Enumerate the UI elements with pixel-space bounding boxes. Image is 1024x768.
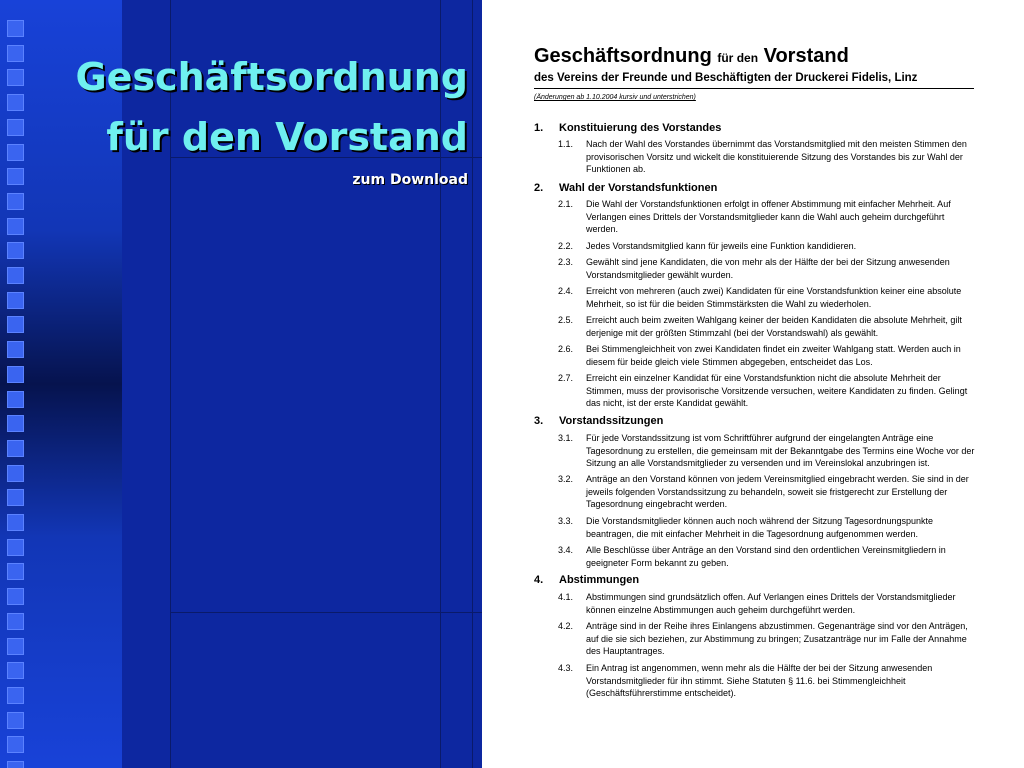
- section-heading: [534, 122, 721, 134]
- item-number: 3.3.: [558, 516, 574, 526]
- decorative-square: [7, 638, 24, 655]
- decorative-square: [7, 489, 24, 506]
- item-text: Bei Stimmengleichheit von zwei Kandidaten findet ein zweiter Wahlgang statt. Werden auch in diesem für beide gleich viele Stimmen abgegeben, entscheidet das Los.: [586, 344, 961, 367]
- item-text: Erreicht ein einzelner Kandidat für eine Vorstandsfunktion nicht die absolute Mehrheit der Stimmen, muss der provisorische Vorsitzende versuchen, weitere Kandidaten zu finden. Gelingt das nicht, ist der erste Kandidat gewählt.: [586, 373, 968, 408]
- item-number: 2.5.: [558, 315, 574, 325]
- decorative-square: [7, 712, 24, 729]
- slide-title-line-1: Geschäftsordnung: [75, 55, 468, 99]
- decorative-square: [7, 761, 24, 768]
- decorative-square: [7, 69, 24, 86]
- item-text: Nach der Wahl des Vorstandes übernimmt das Vorstandsmitglied mit den meisten Stimmen den provisorischen Vorsitz und wickelt die konstituierende Sitzung des Vorstandes bis zur Wahl der Funktionen ab.: [586, 139, 967, 174]
- section-number: 1.: [534, 122, 544, 134]
- item-number: 2.7.: [558, 373, 574, 383]
- item-text: Abstimmungen sind grundsätzlich offen. Auf Verlangen eines Drittels der Vorstandsmitglieder können einzelne Abstimmungen auch geheim durchgeführt werden.: [586, 592, 956, 615]
- title-rule: [534, 88, 974, 89]
- decorative-square: [7, 193, 24, 210]
- item-text: Anträge an den Vorstand können von jedem Vereinsmitglied eingebracht werden. Sie sind in der jeweils folgenden Vorstandssitzung zu behandeln, soweit sie fristgerecht zur Erstellung der Tagesordnung eingebracht werden.: [586, 474, 969, 509]
- document-title-main: Geschäftsordnung: [534, 45, 712, 67]
- document-note: (Änderungen ab 1.10.2004 kursiv und unterstrichen): [534, 94, 696, 101]
- item-text: Anträge sind in der Reihe ihres Einlangens abzustimmen. Gegenanträge sind vor den Anträgen, auf die sie sich beziehen, zur Abstimmung zu bringen; Zusatzanträge nur im Falle der Annahme des Hauptantrages.: [586, 621, 968, 656]
- section-number: 2.: [534, 182, 544, 194]
- item-text: Die Wahl der Vorstandsfunktionen erfolgt in offener Abstimmung mit einfacher Mehrheit. Auf Verlangen eines Drittels der Vorstandsmitglieder kann die Wahl auch geheim durchgeführt werden.: [586, 199, 951, 234]
- guide-line: [472, 0, 473, 768]
- document-title-end: Vorstand: [763, 45, 849, 67]
- decorative-square: [7, 292, 24, 309]
- decorative-square-strip: [0, 0, 122, 768]
- decorative-square: [7, 391, 24, 408]
- item-text: Ein Antrag ist angenommen, wenn mehr als die Hälfte der bei der Sitzung anwesenden Vorstandsmitglieder für ihn stimmt. Siehe Statuten § 11.6. bei Stimmengleichheit (Geschäftsführerstimme entscheidet).: [586, 663, 933, 698]
- section-title: Abstimmungen: [559, 574, 640, 586]
- item-text: Erreicht auch beim zweiten Wahlgang keiner der beiden Kandidaten die absolute Mehrheit, gilt derjenige mit der größten Stimmzahl (bei der Vorstandswahl) als gewählt.: [586, 315, 962, 338]
- section-number: 3.: [534, 415, 544, 427]
- item-number: 2.6.: [558, 344, 574, 354]
- decorative-square: [7, 242, 24, 259]
- item-number: 2.3.: [558, 257, 574, 267]
- slide-left-panel: [0, 0, 482, 768]
- decorative-square: [7, 662, 24, 679]
- decorative-square: [7, 119, 24, 136]
- item-text: Die Vorstandsmitglieder können auch noch während der Sitzung Tagesordnungspunkte beantragen, die mit einfacher Mehrheit in die Tagesordnung aufgenommen werden.: [586, 516, 934, 539]
- decorative-square: [7, 539, 24, 556]
- decorative-square: [7, 687, 24, 704]
- item-text: Für jede Vorstandssitzung ist vom Schriftführer aufgrund der eingelangten Anträge eine Tagesordnung zu erstellen, die gemeinsam mit der Bekanntgabe des Termins eine Woche vor der Sitzung an alle Vorstandsmitglieder zu versenden und im Vereinslokal anzubringen ist.: [586, 433, 975, 468]
- decorative-square: [7, 144, 24, 161]
- item-number: 2.4.: [558, 286, 574, 296]
- decorative-square: [7, 218, 24, 235]
- item-number: 4.1.: [558, 592, 574, 602]
- item-text: Gewählt sind jene Kandidaten, die von mehr als der Hälfte der bei der Sitzung anwesenden Vorstandsmitglieder gewählt wurden.: [586, 257, 950, 280]
- item-text: Jedes Vorstandsmitglied kann für jeweils eine Funktion kandidieren.: [586, 241, 857, 251]
- section-heading: [534, 415, 663, 427]
- decorative-square: [7, 168, 24, 185]
- item-number: 4.3.: [558, 663, 574, 673]
- download-link[interactable]: zum Download: [352, 172, 468, 188]
- document-title-small: für den: [717, 51, 759, 65]
- item-text: Alle Beschlüsse über Anträge an den Vorstand sind den ordentlichen Vereinsmitgliedern in geeigneter Form bekannt zu geben.: [586, 545, 946, 568]
- decorative-square: [7, 366, 24, 383]
- decorative-square: [7, 267, 24, 284]
- item-number: 3.2.: [558, 474, 574, 484]
- guide-line: [170, 612, 482, 613]
- decorative-square: [7, 588, 24, 605]
- decorative-square: [7, 20, 24, 37]
- document-title: [534, 45, 849, 68]
- section-title: Wahl der Vorstandsfunktionen: [559, 182, 718, 194]
- section-heading: [534, 574, 639, 586]
- document-preview: [482, 0, 1024, 768]
- decorative-square: [7, 415, 24, 432]
- item-number: 3.4.: [558, 545, 574, 555]
- item-number: 2.1.: [558, 199, 574, 209]
- decorative-square: [7, 341, 24, 358]
- item-number: 1.1.: [558, 139, 574, 149]
- decorative-square: [7, 440, 24, 457]
- decorative-square: [7, 316, 24, 333]
- decorative-square: [7, 45, 24, 62]
- item-number: 2.2.: [558, 241, 574, 251]
- document-subtitle: des Vereins der Freunde und Beschäftigten der Druckerei Fidelis, Linz: [534, 72, 918, 84]
- decorative-square: [7, 514, 24, 531]
- section-heading: [534, 182, 717, 194]
- decorative-square: [7, 736, 24, 753]
- section-title: Vorstandssitzungen: [559, 415, 664, 427]
- decorative-square: [7, 465, 24, 482]
- decorative-square: [7, 613, 24, 630]
- section-number: 4.: [534, 574, 544, 586]
- slide-title-line-2: für den Vorstand: [106, 115, 468, 159]
- decorative-square: [7, 563, 24, 580]
- item-number: 4.2.: [558, 621, 574, 631]
- item-text: Erreicht von mehreren (auch zwei) Kandidaten für eine Vorstandsfunktion keiner eine absolute Mehrheit, so ist für die beiden Stimmstärksten die Wahl zu wiederholen.: [586, 286, 962, 309]
- item-number: 3.1.: [558, 433, 574, 443]
- section-title: Konstituierung des Vorstandes: [559, 122, 722, 134]
- decorative-square: [7, 94, 24, 111]
